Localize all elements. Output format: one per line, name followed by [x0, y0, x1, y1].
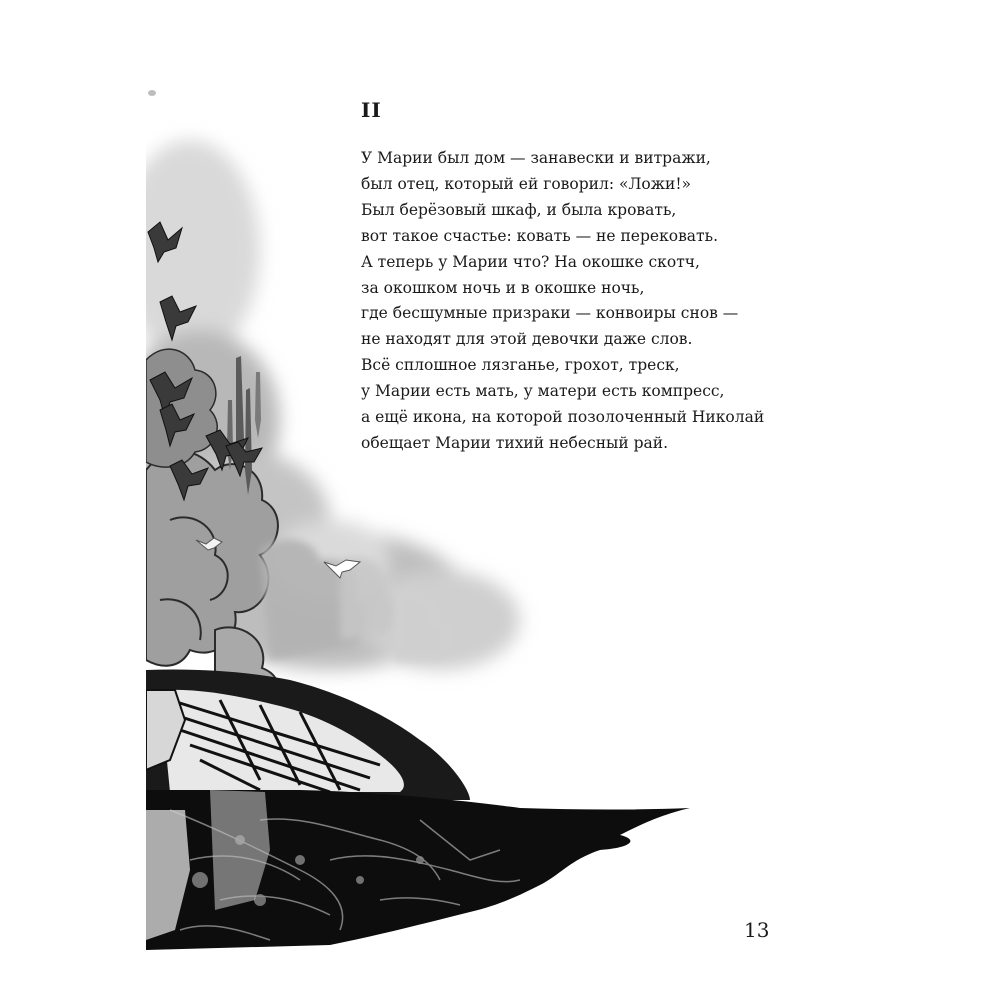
poem-line: А теперь у Марии что? На окошке скотч, — [361, 252, 700, 271]
page-number: 13 — [744, 918, 770, 942]
poem-line: вот такое счастье: ковать — не перековать. — [361, 226, 718, 245]
paper-speck — [148, 90, 156, 96]
poem-line: где бесшумные призраки — конвоиры снов — — [361, 304, 739, 323]
dark-cliff — [146, 669, 470, 800]
poem-lines — [361, 146, 781, 457]
poem-line: не находят для этой девочки даже слов. — [361, 330, 693, 349]
poem-line: за окошком ночь и в окошке ночь, — [361, 278, 645, 297]
dark-ground — [146, 790, 690, 950]
poem-line: Был берёзовый шкаф, и была кровать, — [361, 200, 677, 219]
poem-line: У Марии был дом — занавески и витражи, — [361, 149, 711, 167]
poem-line: обещает Марии тихий небесный рай. — [361, 433, 669, 452]
poem-line: был отец, который ей говорил: «Ложи!» — [361, 174, 692, 193]
poem-section-heading: II — [361, 98, 382, 122]
poem-line: а ещё икона, на которой позолоченный Николай — [361, 408, 765, 427]
poem-line: Всё сплошное лязганье, грохот, треск, — [361, 356, 680, 375]
poem-line: у Марии есть мать, у матери есть компресс, — [361, 382, 725, 401]
poem — [361, 96, 781, 457]
